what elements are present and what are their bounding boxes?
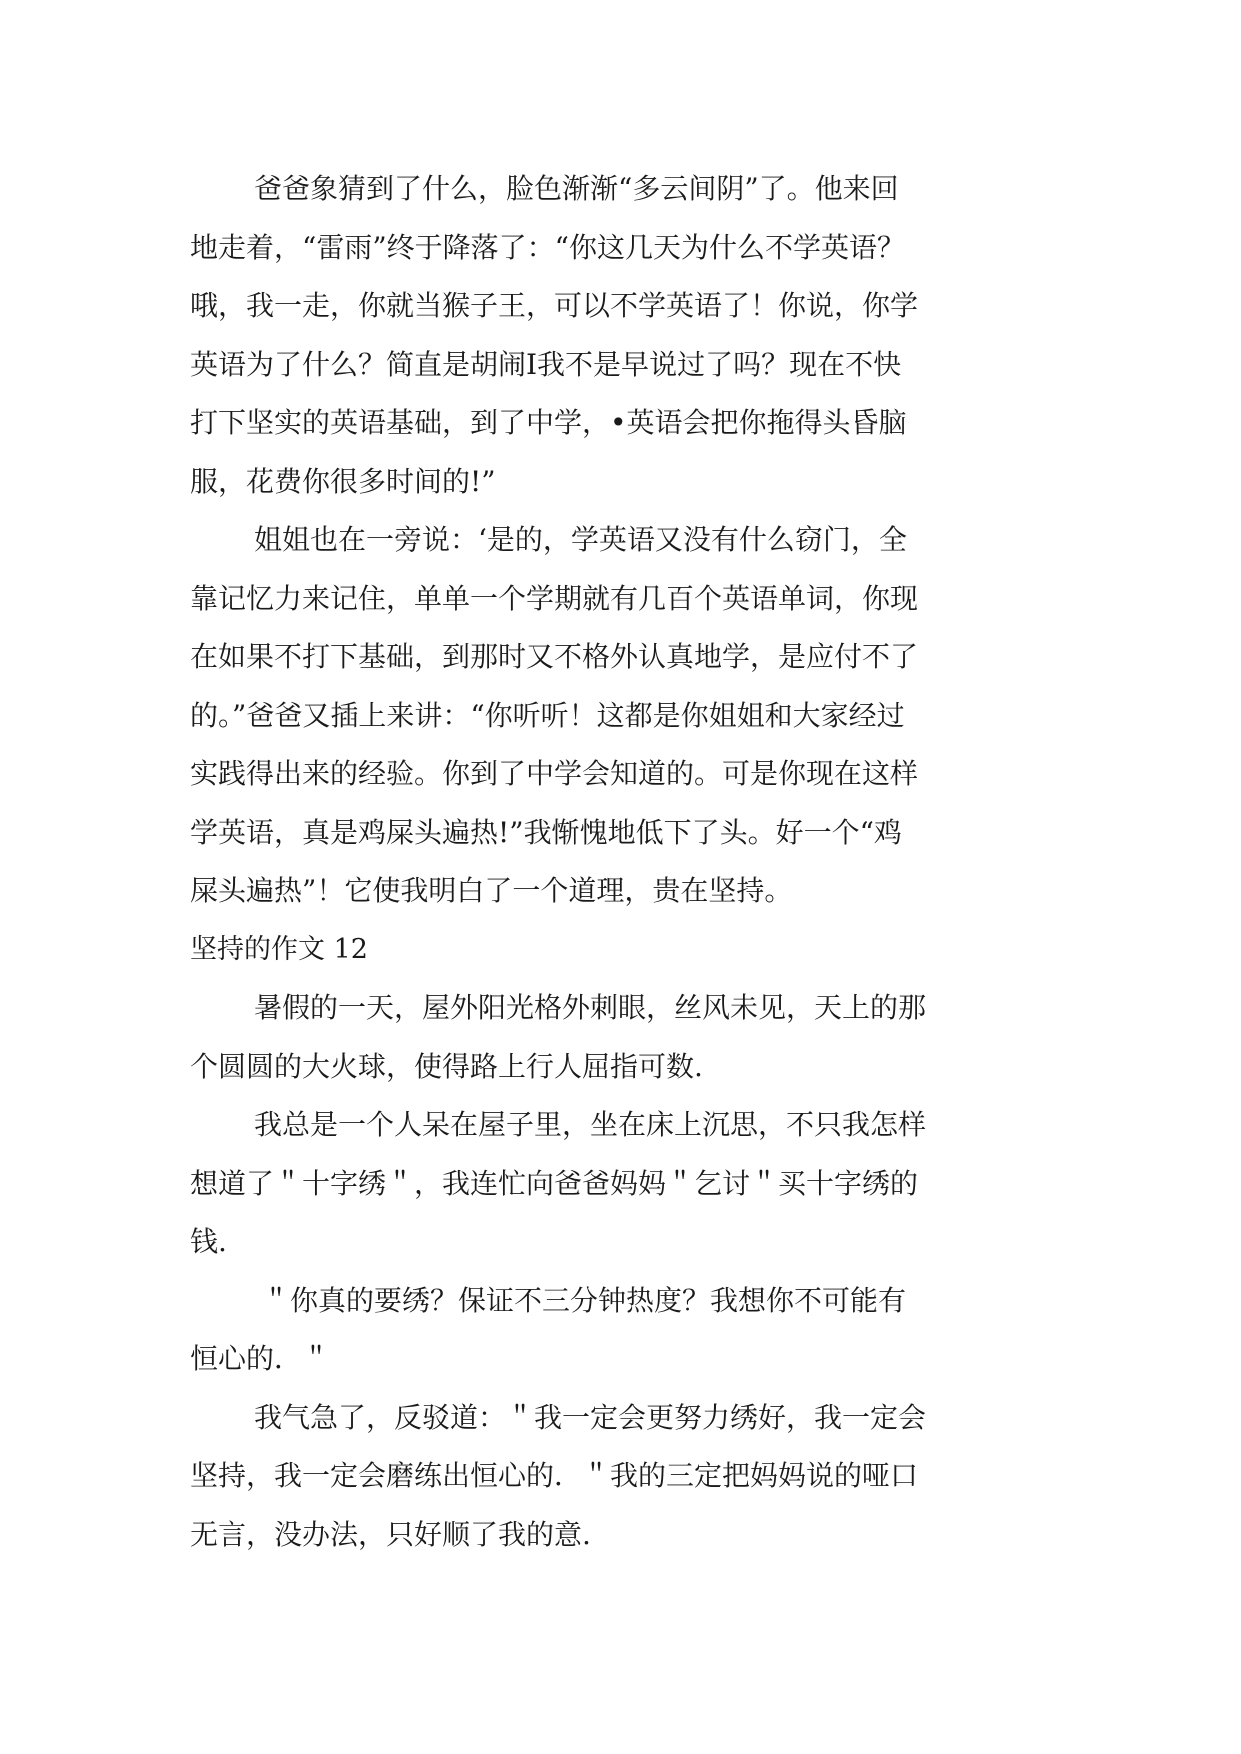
paragraph-line: ＂你真的要绣？保证不三分钟热度？我想你不可能有 bbox=[262, 1283, 907, 1317]
paragraph-line: 坚持，我一定会磨练出恒心的．＂我的三定把妈妈说的哑口 bbox=[190, 1459, 919, 1492]
paragraph-line: 我总是一个人呆在屋子里，坐在床上沉思，不只我怎样 bbox=[254, 1108, 927, 1141]
paragraph-line: 恒心的．＂ bbox=[190, 1342, 331, 1375]
paragraph-line: 实践得出来的经验。你到了中学会知道的。可是你现在这样 bbox=[190, 757, 919, 790]
paragraph-line: 暑假的一天，屋外阳光格外刺眼，丝风未见，天上的那 bbox=[254, 991, 927, 1024]
paragraph-line: 我气急了，反驳道：＂我一定会更努力绣好，我一定会 bbox=[254, 1400, 927, 1434]
paragraph-line: 哦，我一走，你就当猴子王，可以不学英语了！你说，你学 bbox=[190, 289, 919, 322]
paragraph-line: 学英语，真是鸡屎头遍热!”我惭愧地低下了头。好一个“鸡 bbox=[190, 815, 902, 849]
paragraph-line: 钱. bbox=[190, 1225, 227, 1258]
paragraph-line: 的。”爸爸又插上来讲：“你听听！这都是你姐姐和大家经过 bbox=[190, 698, 905, 732]
paragraph-line: 地走着，“雷雨”终于降落了：“你这几天为什么不学英语？ bbox=[190, 230, 905, 264]
paragraph-line: 姐姐也在一旁说：‘是的，学英语又没有什么窃门，全 bbox=[254, 523, 907, 556]
section-heading: 坚持的作文 12 bbox=[190, 933, 368, 965]
paragraph-line: 靠记忆力来记住，单单一个学期就有几百个英语单词，你现 bbox=[190, 581, 919, 615]
document-body bbox=[190, 160, 1060, 1564]
paragraph-line: 屎头遍热”！它使我明白了一个道理，贵在坚持。 bbox=[190, 874, 793, 907]
paragraph-line: 想道了＂十字绣＂，我连忙向爸爸妈妈＂乞讨＂买十字绣的 bbox=[190, 1166, 919, 1200]
paragraph-line: 无言，没办法，只好顺了我的意. bbox=[190, 1517, 591, 1551]
paragraph-line: 打下坚实的英语基础，到了中学，•英语会把你拖得头昏脑 bbox=[190, 406, 907, 439]
paragraph-line: 个圆圆的大火球，使得路上行人屈指可数. bbox=[190, 1049, 703, 1083]
paragraph-line: 爸爸象猜到了什么，脸色渐渐“多云间阴”了。他来回 bbox=[254, 172, 899, 205]
paragraph-line: 在如果不打下基础，到那时又不格外认真地学，是应付不了 bbox=[190, 640, 919, 673]
paragraph-line: 服，花费你很多时间的!” bbox=[190, 464, 496, 498]
paragraph-line: 英语为了什么？简直是胡闹I我不是早说过了吗？现在不快 bbox=[190, 347, 902, 381]
